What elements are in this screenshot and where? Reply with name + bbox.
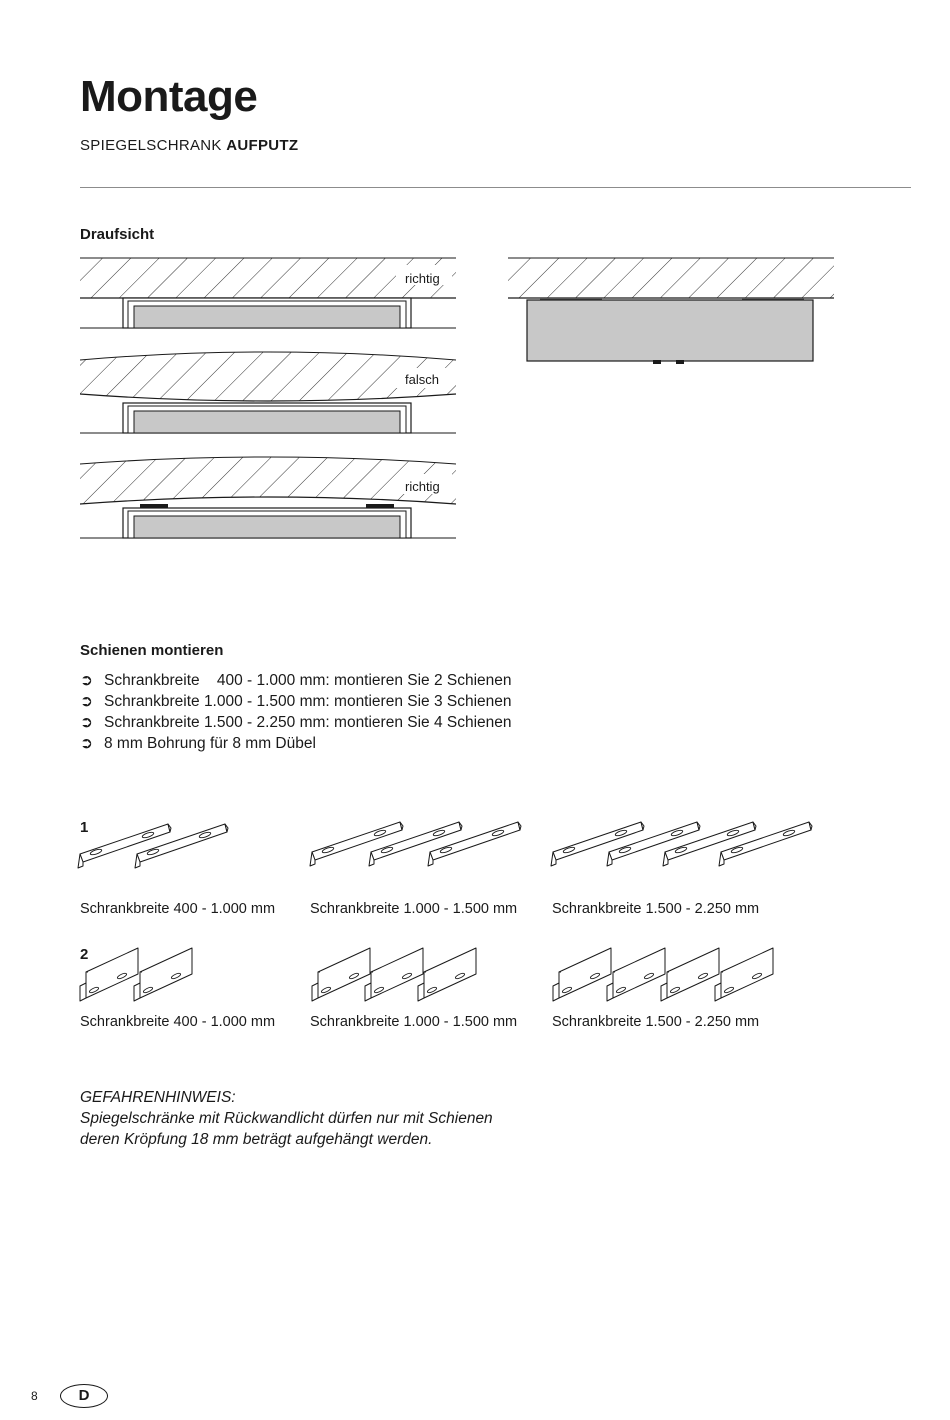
language-badge: D xyxy=(60,1384,108,1408)
rail-type2 xyxy=(607,948,665,1001)
arrow-icon: ➲ xyxy=(80,735,93,752)
rail-type1 xyxy=(551,822,644,866)
rail-type2 xyxy=(80,948,138,1001)
rail-type2 xyxy=(134,948,192,1001)
row-number-1: 1 xyxy=(80,819,89,836)
page-title: Montage xyxy=(80,72,258,121)
arrow-icon: ➲ xyxy=(80,714,93,731)
rail-type1 xyxy=(310,822,403,866)
rail-type1 xyxy=(78,824,171,868)
page-number: 8 xyxy=(31,1389,38,1403)
subtitle-bold: AUFPUTZ xyxy=(226,137,299,154)
rail-caption: Schrankbreite 400 - 1.000 mm xyxy=(80,901,276,917)
panel-label: richtig xyxy=(405,479,440,494)
list-item: ➲ Schrankbreite 1.500 - 2.250 mm: montieren Sie 4 Schienen xyxy=(80,714,512,731)
rail-type2 xyxy=(312,948,370,1001)
rail-caption: Schrankbreite 1.000 - 1.500 mm xyxy=(310,901,518,917)
arrow-icon: ➲ xyxy=(80,693,93,710)
subtitle-regular: SPIEGELSCHRANK xyxy=(80,137,222,154)
rail-type2 xyxy=(553,948,611,1001)
rail-type2 xyxy=(661,948,719,1001)
rail-caption: Schrankbreite 400 - 1.000 mm xyxy=(80,1014,276,1030)
row-number-2: 2 xyxy=(80,946,89,963)
hazard-warning xyxy=(80,1087,493,1150)
rail-caption: Schrankbreite 1.500 - 2.250 mm xyxy=(552,1014,760,1030)
draufsicht-heading: Draufsicht xyxy=(80,226,155,243)
rail-type2 xyxy=(715,948,773,1001)
list-item: ➲ Schrankbreite 1.000 - 1.500 mm: montieren Sie 3 Schienen xyxy=(80,693,512,710)
rail-caption: Schrankbreite 1.500 - 2.250 mm xyxy=(552,901,760,917)
warning-line: Spiegelschränke mit Rückwandlicht dürfen nur mit Schienen xyxy=(80,1110,493,1127)
arrow-icon: ➲ xyxy=(80,672,93,689)
schienen-heading: Schienen montieren xyxy=(80,642,224,659)
list-item: ➲ 8 mm Bohrung für 8 mm Dübel xyxy=(80,735,316,752)
rail-type2 xyxy=(418,948,476,1001)
rail-type2 xyxy=(365,948,423,1001)
rail-caption: Schrankbreite 1.000 - 1.500 mm xyxy=(310,1014,518,1030)
list-item: ➲ Schrankbreite 400 - 1.000 mm: montieren Sie 2 Schienen xyxy=(80,672,512,689)
panel-label: falsch xyxy=(405,372,439,387)
panel-label: richtig xyxy=(405,271,440,286)
warning-title: GEFAHRENHINWEIS: xyxy=(80,1089,236,1106)
warning-line: deren Kröpfung 18 mm beträgt aufgehängt werden. xyxy=(80,1131,433,1148)
